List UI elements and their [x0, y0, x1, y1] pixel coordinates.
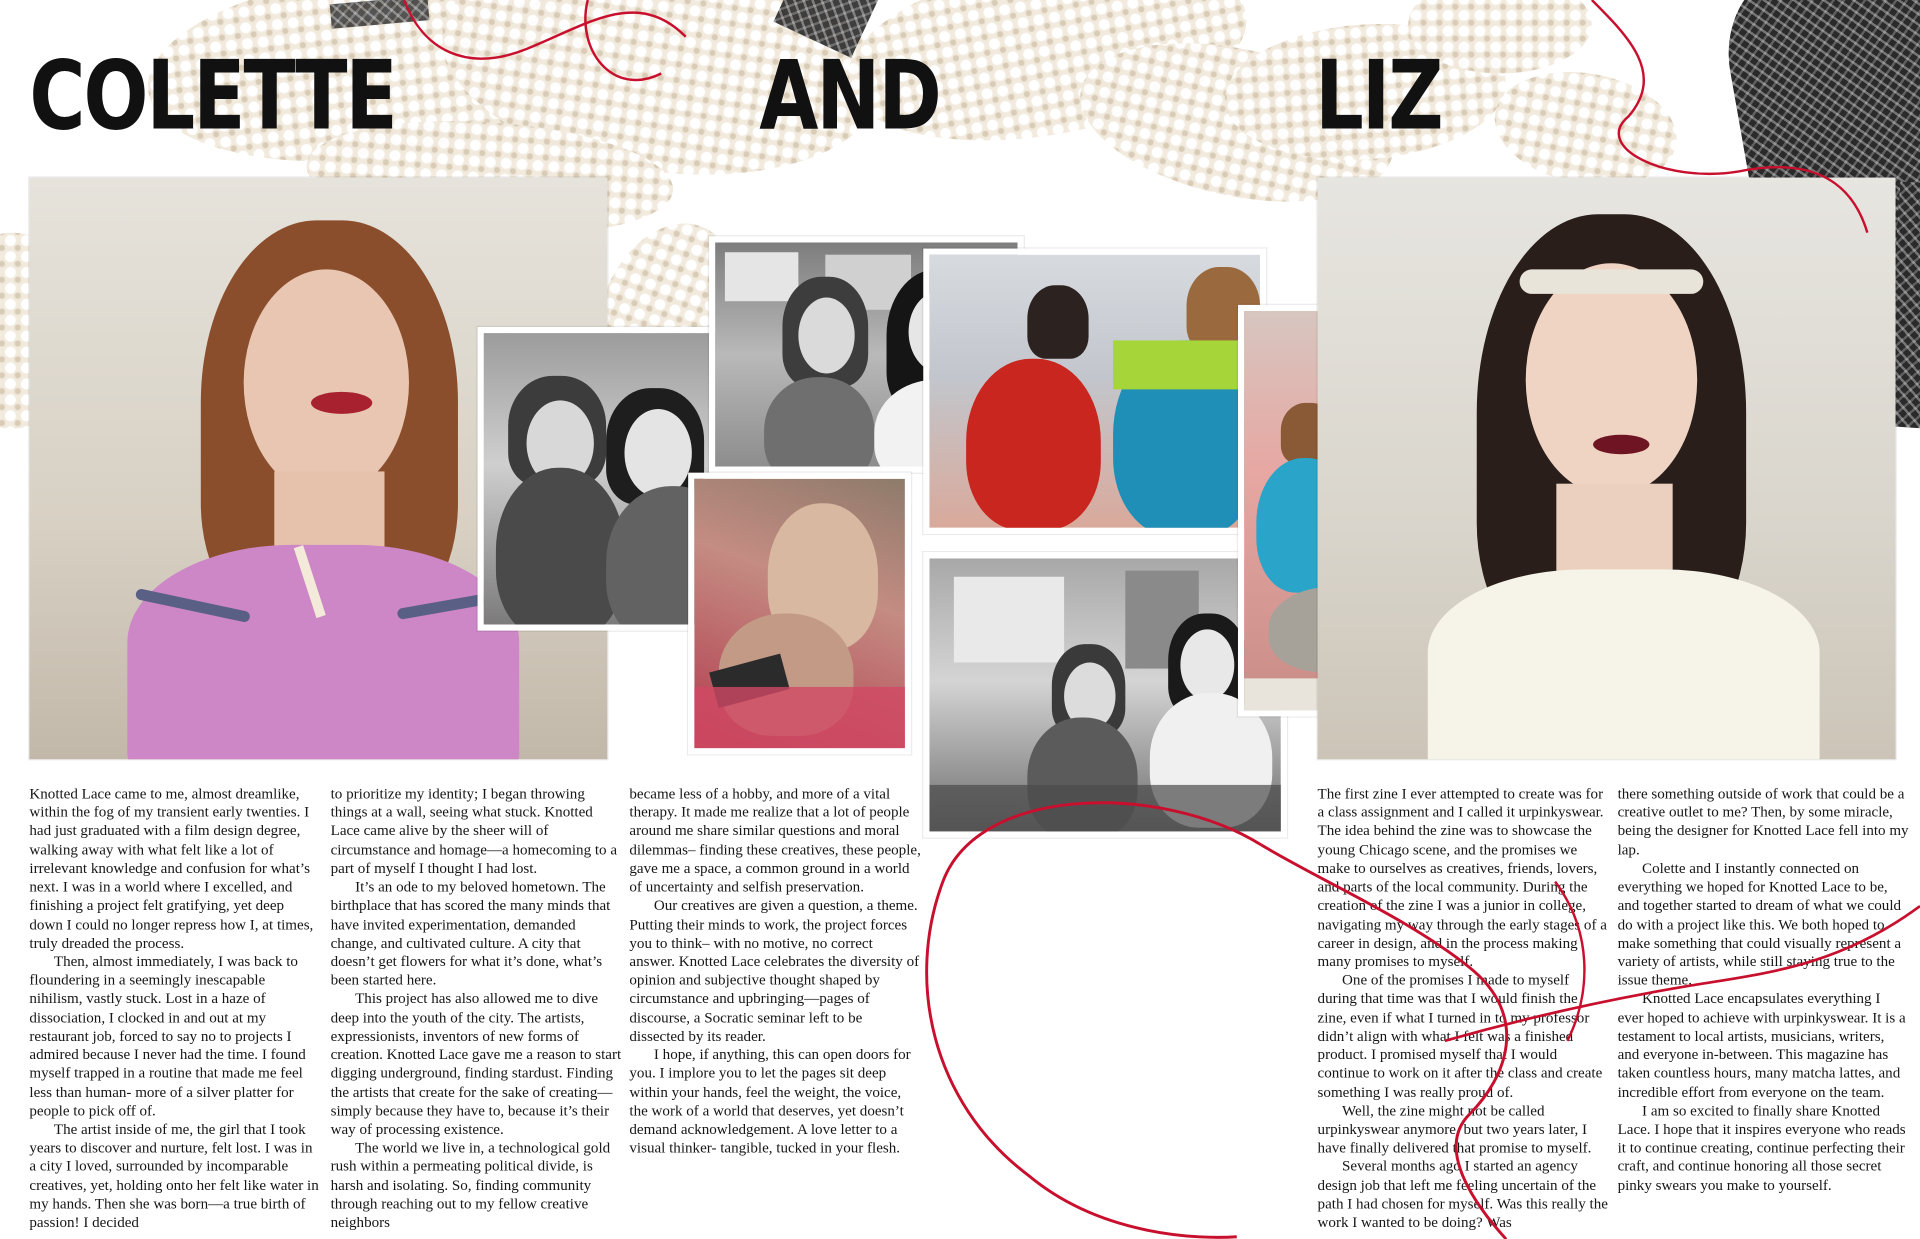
- essay-paragraph: The world we live in, a technological gold rush within a permeating political divide, is harsh and isolating. So, finding community through reaching out to my fellow creative neighbors: [330, 1138, 611, 1231]
- essay-paragraph: Well, the zine might not be called urpinkyswear anymore, but two years later, I have finally delivered that promise to myself.: [1317, 1101, 1592, 1157]
- essay-paragraph: It’s an ode to my beloved hometown. The birthplace that has scored the many minds that have invited experimentation, demanded change, and cultivated culture. A city that doesn’t get flowers for what it’s done, what’s been started here.: [330, 878, 611, 989]
- essay-paragraph: Knotted Lace came to me, almost dreamlike, within the fog of my transient early twenties. I had just graduated with a film design degree, walking away with what felt like a lot of irrelevant knowledge and confusion for what’s next. I was in a world where I excelled, and finishing a project felt gratifying, yet deep down I could no longer repress how I, at times, truly dreaded the process.: [29, 784, 314, 952]
- title-word-colette: COLETTE: [29, 41, 396, 152]
- essay-paragraph: The first zine I ever attempted to create was for a class assignment and I called it urpinkyswear. The idea behind the zine was to showcase the young Chicago scene, and the promises we make to ourselves as creatives, friends, lovers, and parts of the local community. During the creation of the zine I was a junior in college, navigating my way through the early stages of a career in design, and in the process making many promises to myself.: [1317, 784, 1607, 970]
- essay-paragraph: The artist inside of me, the girl that I took years to discover and nurture, felt lost. I was in a city I loved, surrounded by incomparable creatives, yet, holding onto her felt like water in my hands. Then she was born—a true birth of passion! I decided: [29, 1120, 319, 1231]
- essay-paragraph: became less of a hobby, and more of a vital therapy. It made me realize that a lot of people around me share similar questions and moral dilemmas– finding these creatives, these people, gave me a space, a common ground in a world of uncertainty and selfish preservation.: [629, 784, 921, 896]
- essay-paragraph: One of the promises I made to myself during that time was that I would finish the zine, even if what I turned in to my professor didn’t align with what I felt was a finished product. I promised myself that I would continue to work on it after the class and create something I was really proud of.: [1317, 971, 1603, 1101]
- essay-paragraph: Knotted Lace encapsulates everything I ever hoped to achieve with urpinkyswear. It is a testament to local artists, musicians, writers, and everyone in-between. This magazine has taken countless hours, many matcha lattes, and incredible effort from everyone on the team.: [1617, 989, 1906, 1101]
- essay-paragraph: I hope, if anything, this can open doors for you. I implore you to let the pages sit deep within your hands, feel the weight, the voice, the work of a world that deserves, yet doesn’t demand acknowledgement. A love letter to a visual thinker- tangible, tucked in your flesh.: [629, 1045, 911, 1157]
- title-word-and: AND: [759, 41, 940, 152]
- essay-paragraph: This project has also allowed me to dive deep into the youth of the city. The artists, expressionists, inventors of new forms of creation. Knotted Lace gave me a reason to start digging underground, finding stardust. Finding the artists that create for the sake of creating—simply because they have to, because it’s their way of processing existence.: [330, 989, 622, 1138]
- essay-paragraph: Our creatives are given a question, a theme. Putting their minds to work, the project forces you to think– with no motive, no correct answer. Knotted Lace celebrates the diversity of opinion and subjective thought shaped by circumstance and upbringing—pages of discourse, a Socratic seminar left to be dissected by its reader.: [629, 896, 920, 1045]
- essay-paragraph: to prioritize my identity; I began throwing things at a wall, seeing what stuck. Knotted Lace came alive by the sheer will of circumstance and homage—a homecoming to a part of myself I thought I had lost.: [330, 784, 618, 877]
- essay-paragraph: Then, almost immediately, I was back to floundering in a seemingly inescapable nihilism, vastly stuck. Lost in a haze of dissociation, I clocked in and out at my restaurant job, forced to say no to projects I admired because I never had the time. I found myself trapped in a routine that made me feel less than human- more of a silver platter for people to pick off of.: [29, 952, 306, 1119]
- essay-paragraph: Several months ago I started an agency design job that left me feeling uncertain of the path I had chosen for myself. Was this really the work I wanted to be doing? Was: [1317, 1157, 1608, 1231]
- title-word-liz: LIZ: [1315, 41, 1442, 152]
- essay-paragraph: there something outside of work that could be a creative outlet to me? Then, by some miracle, being the designer for Knotted Lace fell into my lap.: [1617, 784, 1909, 858]
- essay-paragraph: I am so excited to finally share Knotted Lace. I hope that it inspires everyone who reads it to continue creating, continue perfecting their craft, and continue honoring all those secret pinky swears you make to yourself.: [1617, 1101, 1906, 1194]
- essay-paragraph: Colette and I instantly connected on everything we hoped for Knotted Lace to be, and together started to dream of what we could do with a project like this. We both hoped to make something that could visually represent a variety of artists, while still staying true to the issue theme.: [1617, 859, 1902, 989]
